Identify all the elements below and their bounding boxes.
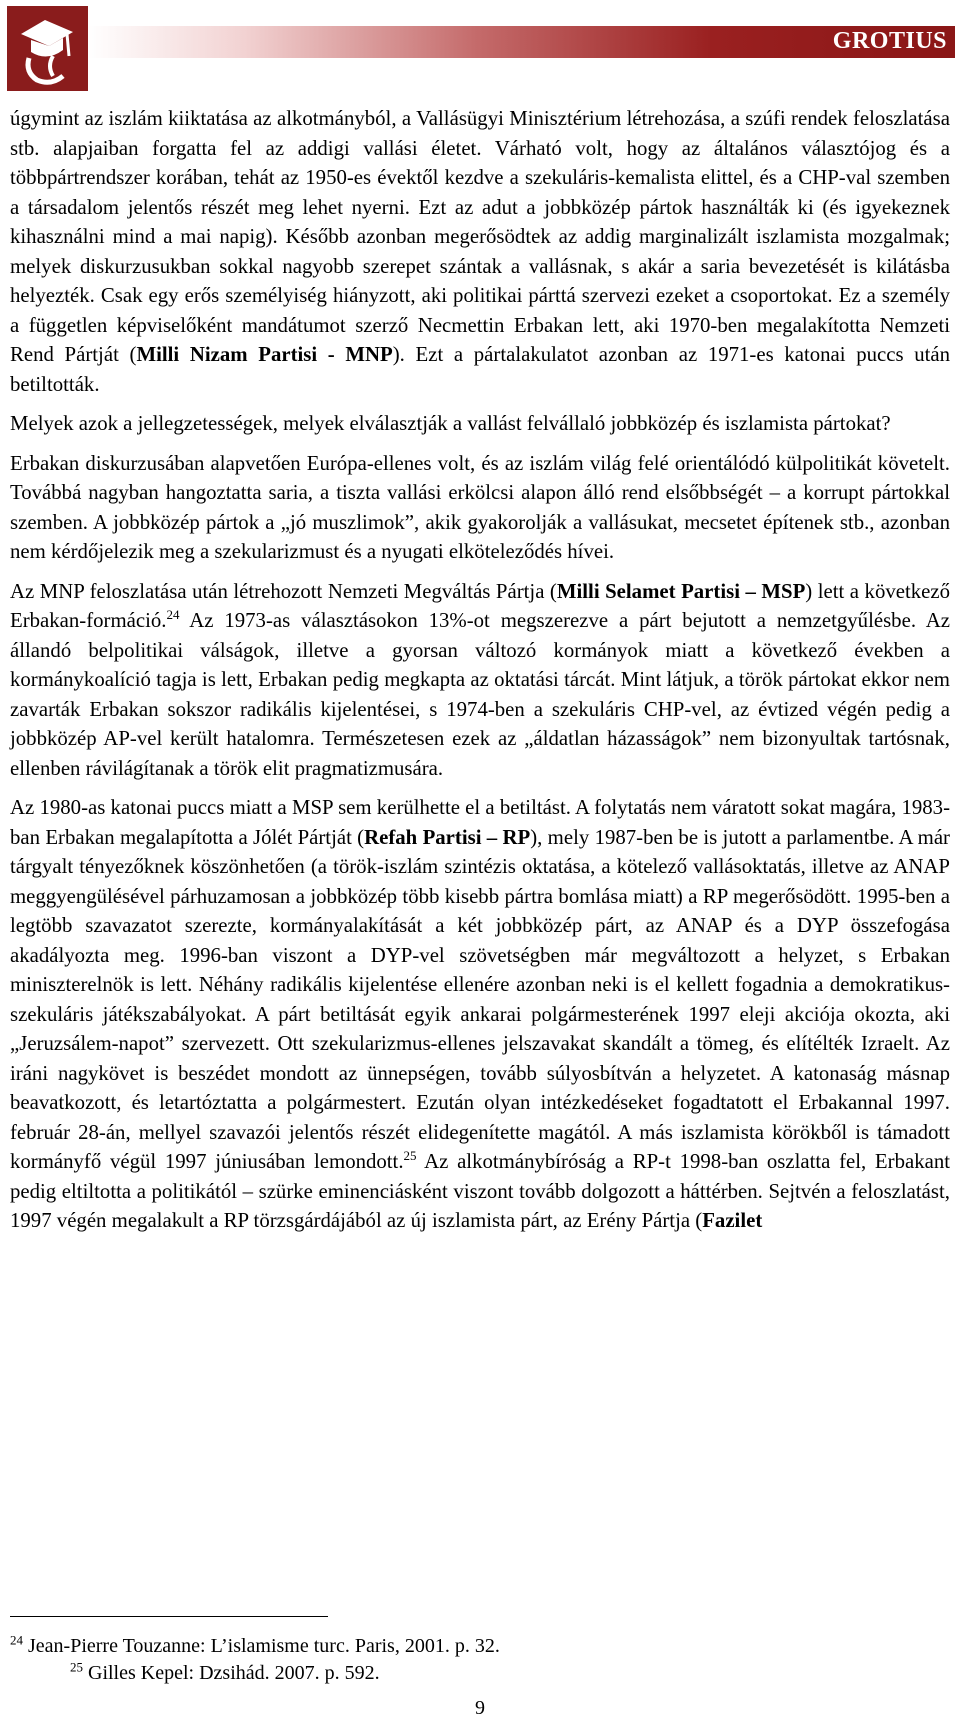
footnote-24: $^{24}$ Jean-Pierre Touzanne: L’islamisme turc. Paris, 2001. p. 32. [10,1632,500,1657]
footnote-separator [10,1616,328,1617]
footnote-ref-25[interactable]: 25 [403,1148,417,1164]
paragraph-5: Az 1980-as katonai puccs miatt a MSP sem kerülhette el a betiltást. A folytatás nem váratott sokat magára, 1983-ban Erbakan megalapította a Jólét Pártját (Refah Partisi – RP), mely 1987-ben be is jutott a parlamentbe. A már tárgyalt tényezőknek köszönhetően (a török-iszlám szintézis oktatása, a kötelező vallásoktatás, illetve az ANAP meggyengülésével párhuzamosan a jobbközép több kisebb pártra bomlása miatt) a RP megerősödött. 1995-ben a legtöbb szavazatot szerezte, kormányalakítását a két jobbközép párt, az ANAP és a DYP összefogása akadályozta meg. 1996-ban viszont a DYP-vel szövetségben már megváltozott a helyzet, s Erbakan miniszterelnök is lett. Néhány radikális kijelentése ellenére azonban neki is el kellett fogadnia a demokratikus-szekuláris játékszabályokat. A párt betiltását egyik ankarai polgármesterének 1997 eleji akciója okozta, aki „Jeruzsálem-napot” szervezett. Ott szekularizmus-ellenes jelszavakat skandált a tömeg, és elítélték Izraelt. Az iráni nagykövet is beszédet mondott az ünnepségen, tovább súlyosbítván a helyzetet. A katonaság másnap beavatkozott, és letartóztatta a polgármestert. Ezután olyan intézkedéseket fogadtatott el Erbakannal 1997. február 28-án, mellyel szavazói jelentős részét elidegenítette magától. A más iszlamista körökből is támadott kormányfő végül 1997 júniusában lemondott.$^{25}$ Az alkotmánybíróság a RP-t 1998-ban oszlatta fel, Erbakant pedig eltiltotta a politikától – szürke eminenciásként viszont tovább dolgozott a háttérben. Sejtvén a feloszlatást, 1997 végén megalakult a RP törzsgárdájából az új iszlamista párt, az Erény Pártja (Fazilet [10,796,951,1232]
footnote-ref-24[interactable]: 24 [166,607,180,623]
paragraph-3: Erbakan diskurzusában alapvetően Európa-ellenes volt, és az iszlám világ felé orientálódó külpolitikát követelt. Továbbá nagyban hangoztatta saria, a tiszta vallási erkölcsi alapon álló rend elsőbbségét – a korrupt pártokkal szemben. A jobbközép pártok a „jó muszlimok”, akik gyakorolják a vallásukat, mecsetet építenek stb., azonban nem kérdőjelezik meg a szekularizmust és a nyugati elköteleződés hívei. [10,451,950,563]
header-banner [88,26,955,58]
paragraph-1: úgymint az iszlám kiiktatása az alkotmányból, a Vallásügyi Minisztérium létrehozása, a szúfi rendek feloszlatása stb. alapjaiban forgatta fel az addigi vallási életet. Várható volt, hogy az általános választójog és a többpártrendszer korában, tehát az 1950-es évektől kezdve a szekuláris-kemalista elittel, és a CHP-val szemben a társadalom jelentős részét meg lehet nyerni. Ezt az adut a jobbközép pártok használták ki (és igyekeznek kihasználni mind a mai napig). Később azonban megerősödtek az addig marginalizált iszlamista mozgalmak; melyek diskurzusukban sokkal nagyobb szerepet szántak a vallásnak, s akár a saria bevezetését is kilátásba helyezték. Csak egy erős személyiség hiányzott, aki politikai párttá szervezi ezeket a csoportokat. Ez a személy a független képviselőként mandátumot szerző Necmettin Erbakan lett, aki 1970-ben megalakította Nemzeti Rend Pártját (Milli Nizam Partisi - MNP). Ezt a pártalakulatot azonban az 1971-es katonai puccs után betiltották. [10,107,951,396]
logo [7,6,88,91]
brand-title: GROTIUS [832,28,947,54]
page-number: 9 [475,1697,485,1719]
paragraph-4: Az MNP feloszlatása után létrehozott Nemzeti Megváltás Pártja (Milli Selamet Partisi – MSP) lett a következő Erbakan-formáció.$^{24}$ Az 1973-as választásokon 13%-ot megszerezve a párt bejutott a nemzetgyűlésbe. Az állandó belpolitikai válságok, illetve a gyorsan változó kormányok miatt a következő években a kormánykoalíció tagja is lett, Erbakan pedig megkapta az oktatási tárcát. Mint látjuk, a török pártokat ekkor nem zavarták Erbakan sokszor radikális kijelentései, s 1974-ben a szekuláris CHP-vel, az évtized végén pedig a jobbközép AP-vel került hatalomra. Természetesen ezek az „áldatlan házasságok” nem bizonyultak tartósnak, ellenben rávilágítanak a török elit pragmatizmusára. [10,579,951,780]
footnote-25: $^{25}$ Gilles Kepel: Dzsihád. 2007. p. 592. [70,1659,380,1684]
paragraph-2: Melyek azok a jellegzetességek, melyek elválasztják a vallást felvállaló jobbközép és iszlamista pártokat? [10,412,891,435]
graduation-cap-scroll-logo-icon [7,6,88,91]
page-body [10,104,950,1246]
